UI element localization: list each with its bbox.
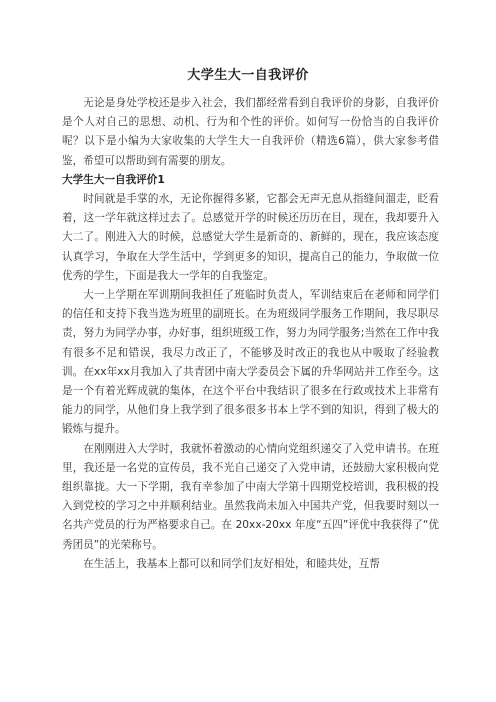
body-paragraph: 在生活上，我基本上都可以和同学们友好相处，和睦共处，互帮 <box>83 557 380 570</box>
body-paragraph: 大一上学期在军训期间我担任了班临时负责人，军训结束后在老师和同学们的信任和支持下我当选为班里的副班长。在为班级同学服务工作期间，我尽职尽责，努力为同学办事，办好事，组织班级工作，努力为同学服务;当然在工作中我有很多不足和错误，我尽力改正了，不能够及时改正的我也从中吸取了经验教训。在xx年xx月我加入了共青团中南大学委员会下属的升华网站并工作至今。这是一个有着光辉成就的集体，在这个平台中我结识了很多在行政或技术上非常有能力的同学，从他们身上我学到了很多很多书本上学不到的知识，得到了极大的锻炼与提升。 <box>62 289 439 436</box>
document-body <box>62 94 439 574</box>
body-paragraph: 时间就是手掌的水，无论你握得多紧，它都会无声无息从指缝间溜走，眨看着，这一学年就这样过去了。总感觉开学的时候还历历在目，现在，我却要升入大二了。刚进入大的时候，总感觉大学生是新奇的、新鲜的，现在，我应该态度认真学习，争取在大学生活中，学到更多的知识，提高自己的能力，争取做一位优秀的学生，下面是我大一学年的自我鉴定。 <box>62 193 439 282</box>
intro-paragraph: 无论是身处学校还是步入社会，我们都经常看到自我评价的身影，自我评价是个人对自己的思想、动机、行为和个性的评价。如何写一份恰当的自我评价呢？以下是小编为大家收集的大学生大一自我评价（精选6篇），供大家参考借鉴，希望可以帮助到有需要的朋友。 <box>62 97 439 167</box>
section-heading: 大学生大一自我评价1 <box>62 173 165 186</box>
body-paragraph: 在刚刚进入大学时，我就怀着激动的心情向党组织递交了入党申请书。在班里，我还是一名党的宣传员，我不光自己递交了入党申请，还鼓励大家积极向党组织靠拢。大一下学期，我有幸参加了中南大学第十四期党校培训，我积极的投入到党校的学习之中并顺利结业。虽然我尚未加入中国共产党，但我要时刻以一名共产党员的行为严格要求自己。在 20xx-20xx 年度“五四”评优中我获得了“优秀团员”的光荣称号。 <box>62 442 439 551</box>
document-title: 大学生大一自我评价 <box>187 68 309 83</box>
